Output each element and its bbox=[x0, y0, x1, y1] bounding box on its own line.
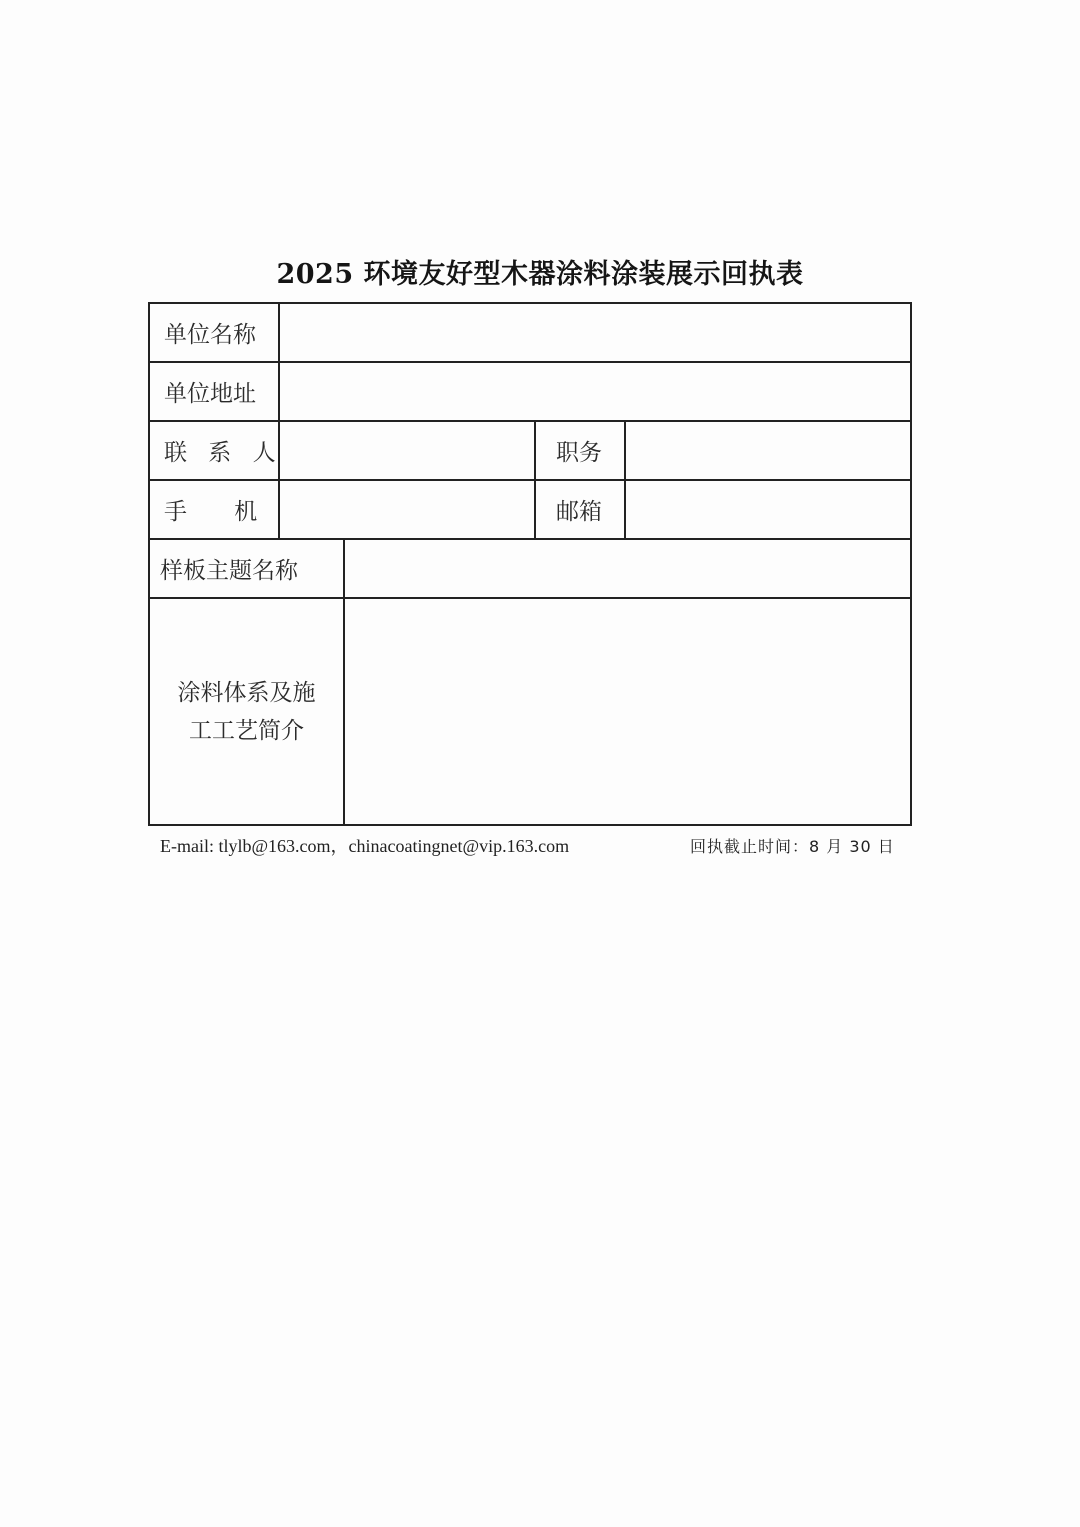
contact-person-input[interactable] bbox=[280, 422, 534, 479]
column-divider bbox=[534, 420, 536, 538]
coating-intro-label-line1: 涂料体系及施 bbox=[177, 679, 316, 706]
sample-theme-label: 样板主题名称 bbox=[160, 558, 298, 584]
sample-theme-input[interactable] bbox=[345, 540, 910, 597]
mobile-input[interactable] bbox=[280, 481, 534, 538]
position-input[interactable] bbox=[626, 422, 910, 479]
email-box-input[interactable] bbox=[626, 481, 910, 538]
footer-deadline: 回执截止时间：8 月 30 日 bbox=[690, 837, 895, 856]
contact-person-label: 联 系 人 bbox=[164, 440, 276, 466]
coating-intro-input[interactable] bbox=[345, 599, 910, 824]
company-address-label: 单位地址 bbox=[164, 381, 256, 407]
coating-intro-label bbox=[150, 599, 343, 824]
company-address-input[interactable] bbox=[280, 363, 910, 420]
coating-intro-label-line2: 工工艺简介 bbox=[189, 717, 304, 744]
document-title: 2025 环境友好型木器涂料涂装展示回执表 bbox=[276, 259, 804, 290]
email-box-label: 邮箱 bbox=[556, 499, 602, 525]
position-label: 职务 bbox=[556, 440, 602, 466]
footer-email: E-mail: tlylb@163.com，chinacoatingnet@vip.163.com bbox=[160, 836, 570, 856]
mobile-label: 手 机 bbox=[164, 499, 258, 525]
receipt-form-table bbox=[148, 302, 912, 826]
company-name-input[interactable] bbox=[280, 304, 910, 361]
company-name-label: 单位名称 bbox=[164, 322, 256, 348]
